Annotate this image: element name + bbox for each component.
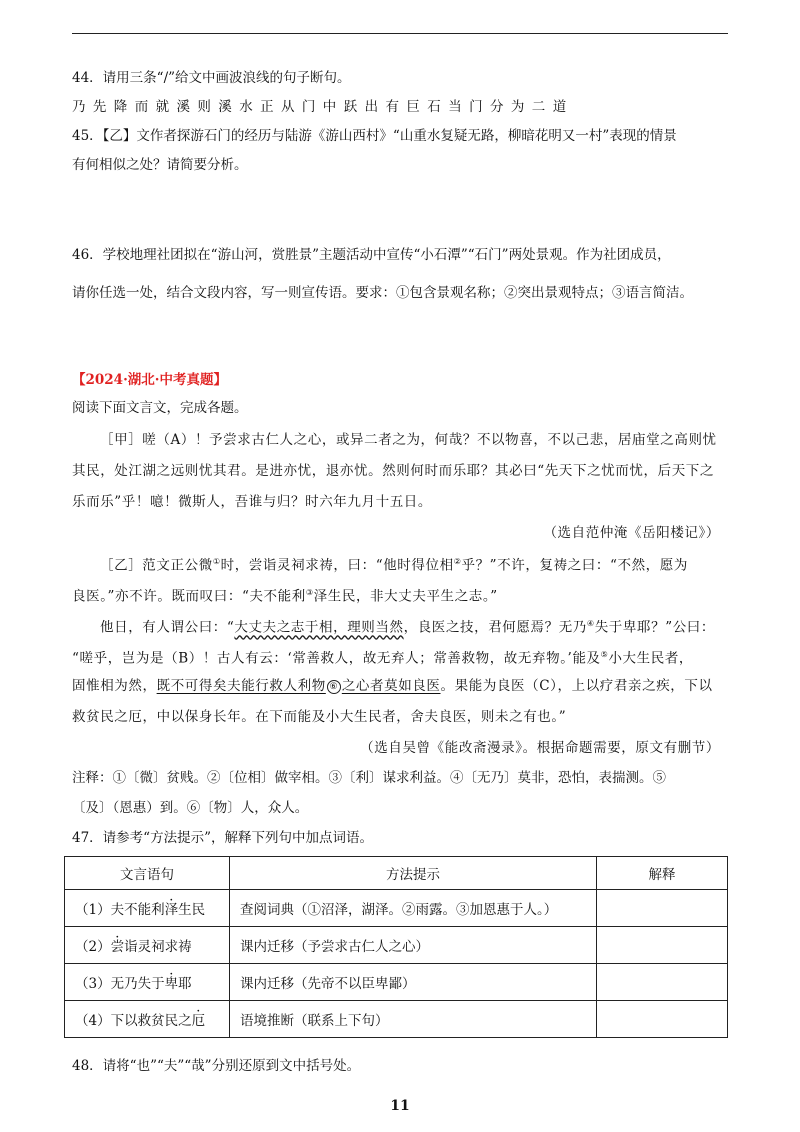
- table-row: [65, 927, 728, 964]
- notes-line2: 〔及〕（恩惠）到。⑥〔物〕人，众人。: [72, 800, 309, 816]
- q45-line1: 45．【乙】文作者探游石门的经历与陆游《游山西村》“山重水复疑无路，柳暗花明又一村”表现的情景: [72, 128, 677, 144]
- row-sentence: （1）夫不能利泽生民: [65, 890, 230, 927]
- header-rule: [72, 33, 728, 34]
- jia-line2: 其民，处江湖之远则忧其君。是进亦忧，退亦忧。然则何时而乐耶？其必曰“先天下之忧而忧，后天下之: [72, 463, 714, 479]
- q48-prompt: 48．请将“也”“夫”“哉”分别还原到文中括号处。: [72, 1058, 361, 1074]
- yi-line3: 他日，有人谓公曰：“大丈夫之志于相，理则当然，良医之技，君何愿焉？无乃④失于卑耶？”公曰：: [100, 619, 716, 636]
- q46-line1: 46．学校地理社团拟在“游山河，赏胜景”主题活动中宣传“小石潭”“石门”两处景观。作为社团成员，: [72, 247, 671, 263]
- q47-table: [64, 856, 728, 1038]
- row-sentence: （4）下以救贫民之厄: [65, 1001, 230, 1038]
- yi-line1: ［乙］范文正公微①时，尝诣灵祠求祷，曰：“他时得位相②乎？”不许，复祷之曰：“不然，愿为: [100, 557, 688, 574]
- row-hint: 语境推断（联系上下句）: [230, 1001, 597, 1038]
- row-sentence: （3）无乃失于卑耶: [65, 964, 230, 1001]
- yi-line4: “嗟乎，岂为是（B）！古人有云：‘常善救人，故无弃人；常善救物，故无弃物。’能及⑤小大生民者，: [72, 650, 694, 667]
- q44-sentence: 乃先降而就溪则溪水正从门中跃出有巨石当门分为二道: [72, 99, 574, 115]
- q44-prompt: 44．请用三条“/”给文中画波浪线的句子断句。: [72, 70, 351, 86]
- header-sentence: 文言语句: [65, 857, 230, 890]
- row-sentence: （2）尝诣灵祠求祷: [65, 927, 230, 964]
- table-row: [65, 964, 728, 1001]
- q45-line2: 有何相似之处？请简要分析。: [72, 157, 248, 173]
- underlined-sentence: 既不可得矣夫能行救人利物 ⑥ 之心者莫如良医: [156, 678, 441, 694]
- row-answer[interactable]: [597, 1001, 728, 1038]
- jia-source: （选自范仲淹《岳阳楼记》）: [543, 525, 720, 541]
- row-answer[interactable]: [597, 927, 728, 964]
- row-hint: 查阅词典（①沼泽，湖泽。②雨露。③加恩惠于人。）: [230, 890, 597, 927]
- jia-line1: ［甲］嗟（A）！予尝求古仁人之心，或异二者之为，何哉？不以物喜，不以己悲，居庙堂之高则忧: [100, 432, 717, 448]
- table-row: [65, 1001, 728, 1038]
- reading-intro: 阅读下面文言文，完成各题。: [72, 400, 248, 416]
- header-hint: 方法提示: [230, 857, 597, 890]
- table-header-row: [65, 857, 728, 890]
- yi-line2: 良医。”亦不许。既而叹曰：“夫不能利③泽生民，非大丈夫平生之志。”: [72, 588, 498, 605]
- wavy-underlined-sentence: 大丈夫之志于相，理则当然: [234, 619, 404, 636]
- q46-line2: 请你任选一处，结合文段内容，写一则宣传语。要求：①包含景观名称；②突出景观特点；③语言简洁。: [72, 285, 693, 301]
- row-hint: 课内迁移（予尝求古仁人之心）: [230, 927, 597, 964]
- yi-line6: 救贫民之厄，中以保身长年。在下而能及小大生民者，舍夫良医，则未之有也。”: [72, 709, 567, 725]
- table-row: [65, 890, 728, 927]
- q47-prompt: 47．请参考“方法提示”，解释下列句中加点词语。: [72, 830, 373, 846]
- yi-source: （选自吴曾《能改斋漫录》。根据命题需要，原文有删节）: [360, 740, 720, 756]
- page-number: 11: [390, 1098, 410, 1114]
- header-answer: 解释: [597, 857, 728, 890]
- row-hint: 课内迁移（先帝不以臣卑鄙）: [230, 964, 597, 1001]
- row-answer[interactable]: [597, 964, 728, 1001]
- jia-line3: 乐而乐”乎！噫！微斯人，吾谁与归？时六年九月十五日。: [72, 494, 433, 510]
- source-tag: 【2024·湖北·中考真题】: [72, 372, 227, 388]
- notes-line1: 注释：①〔微〕贫贱。②〔位相〕做宰相。③〔利〕谋求利益。④〔无乃〕莫非，恐怕，表揣测。⑤: [72, 770, 666, 786]
- yi-line5: 固惟相为然，既不可得矣夫能行救人利物 ⑥ 之心者莫如良医。果能为良医（C），上以疗君亲之疾，下以: [72, 678, 713, 694]
- row-answer[interactable]: [597, 890, 728, 927]
